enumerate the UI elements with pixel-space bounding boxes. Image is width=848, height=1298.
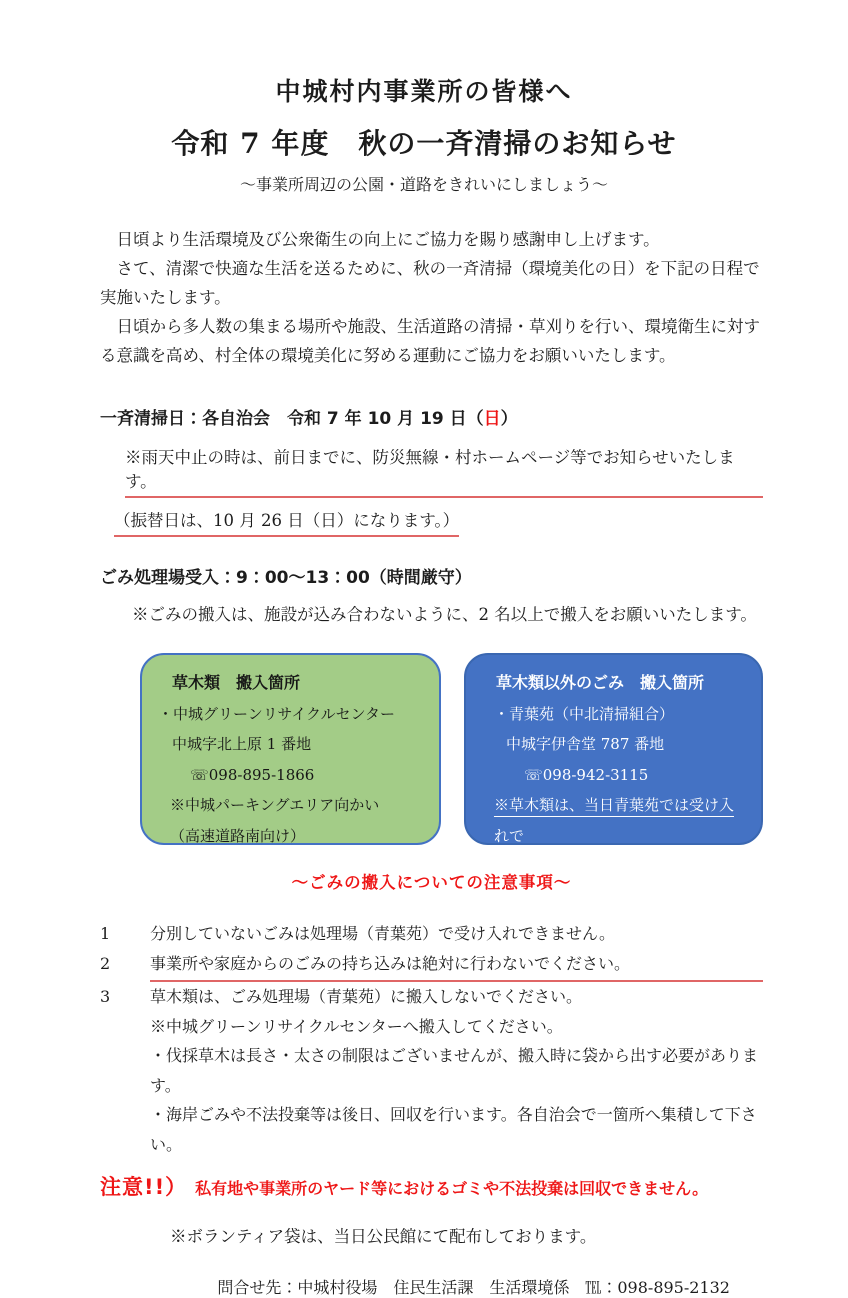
- reception-section: [100, 563, 763, 625]
- reception-heading: ごみ処理場受入：9：00～13：00（時間厳守）: [100, 568, 472, 588]
- dropoff-boxes: [140, 653, 763, 875]
- rule-item-3: [100, 982, 763, 1012]
- rule-3-sub-note-3: ・海岸ごみや不法投棄等は後日、回収を行います。各自治会で一箇所へ集積して下さい。: [150, 1105, 757, 1154]
- addressee-title: 中城村内事業所の皆様へ: [275, 77, 573, 106]
- cleanup-date-section: [100, 404, 763, 537]
- plants-location-note-2: （高速道路南向け）: [170, 826, 306, 845]
- cleanup-date-heading: [100, 404, 763, 429]
- caution-text: 私有地や事業所のヤード等におけるゴミや不法投棄は回収できません。: [195, 1179, 709, 1198]
- rule-3-sub-note-1: ※中城グリーンリサイクルセンターへ搬入してください。: [150, 1016, 563, 1036]
- rule-3-sub-note-2: ・伐採草木は長さ・太さの制限はございませんが、搬入時に袋から出す必要があります。: [150, 1046, 759, 1095]
- intro-paragraph-2: さて、清潔で快適な生活を送るために、秋の一斉清掃（環境美化の日）を下記の日程で実施いたします。: [100, 259, 760, 307]
- caution-label: 注意!!）: [100, 1175, 188, 1199]
- caution-line: [100, 1171, 763, 1201]
- other-waste-dropoff-box: [464, 653, 763, 875]
- plants-dropoff-box: [140, 653, 441, 845]
- other-waste-facility-name: ・青葉苑（中北清掃組合）: [493, 704, 674, 723]
- other-waste-box-title: 草木類以外のごみ 搬入箇所: [495, 673, 704, 692]
- rule-text: 事業所や家庭からのごみの持ち込みは絶対に行わないでください。: [150, 949, 763, 983]
- rule-number: 2: [100, 953, 111, 973]
- phone-icon: ☏: [190, 765, 209, 784]
- rules-list: [100, 919, 763, 1159]
- other-waste-facility-address: 中城字伊舎堂 787 番地: [505, 735, 665, 753]
- plants-facility-phone: [158, 760, 423, 791]
- document-header: [0, 0, 848, 195]
- intro-paragraph-3: 日頃から多人数の集まる場所や施設、生活道路の清掃・草刈りを行い、環境衛生に対する意識を高め、村全体の環境美化に努める運動にご協力をお願いいたします。: [100, 317, 760, 365]
- other-waste-warning-line-1: ※草木類は、当日青葉苑では受け入れで: [493, 796, 734, 845]
- cleanup-date-suffix: ）: [500, 409, 518, 429]
- other-waste-warning-line-2: きませんのでご注意ください！！: [493, 857, 719, 875]
- rain-cancel-note: ※雨天中止の時は、前日までに、防災無線・村ホームページ等でお知らせいたします。: [125, 444, 763, 498]
- rule-item-2: [100, 949, 763, 983]
- plants-box-title: 草木類 搬入箇所: [172, 673, 301, 692]
- intro-paragraphs: [100, 225, 763, 370]
- volunteer-bag-note: ※ボランティア袋は、当日公民館にて配布しております。: [170, 1227, 597, 1246]
- rule-item-1: [100, 919, 763, 949]
- phone-number: 098-942-3115: [542, 765, 649, 784]
- plants-facility-name: ・中城グリーンリサイクルセンター: [158, 704, 396, 723]
- cleanup-date-sunday: 日: [483, 409, 501, 429]
- cleanup-date-prefix: 一斉清掃日：各自治会 令和 7 年 10 月 19 日（: [100, 409, 484, 429]
- page-title: 令和 7 年度 秋の一斉清掃のお知らせ: [171, 127, 677, 160]
- plants-location-note-1: ※中城パーキングエリア向かい: [170, 796, 380, 814]
- phone-number: 098-895-1866: [208, 765, 315, 784]
- postpone-note: （振替日は、10 月 26 日（日）になります。）: [114, 507, 763, 537]
- subtitle: ～事業所周辺の公園・道路をきれいにしましょう～: [239, 175, 608, 194]
- phone-icon: ☏: [523, 765, 543, 784]
- plants-facility-address: 中城字北上原 1 番地: [172, 735, 312, 753]
- reception-note: ※ごみの搬入は、施設が込み合わないように、2 名以上で搬入をお願いいたします。: [132, 605, 757, 624]
- intro-paragraph-1: 日頃より生活環境及び公衆衛生の向上にご協力を賜り感謝申し上げます。: [100, 230, 660, 249]
- notice-heading: ～ごみの搬入についての注意事項～: [291, 873, 572, 892]
- rule-number: 1: [100, 924, 111, 943]
- rule-number: 3: [100, 987, 111, 1006]
- rule-text: 草木類は、ごみ処理場（青葉苑）に搬入しないでください。: [150, 987, 583, 1006]
- document-body: [0, 225, 848, 1298]
- rule-text: 分別していないごみは処理場（青葉苑）で受け入れできません。: [150, 924, 615, 943]
- other-waste-facility-phone: [482, 760, 745, 791]
- contact-footer: 問合せ先：中城村役場 住民生活課 生活環境係 ℡：098-895-2132: [217, 1278, 730, 1297]
